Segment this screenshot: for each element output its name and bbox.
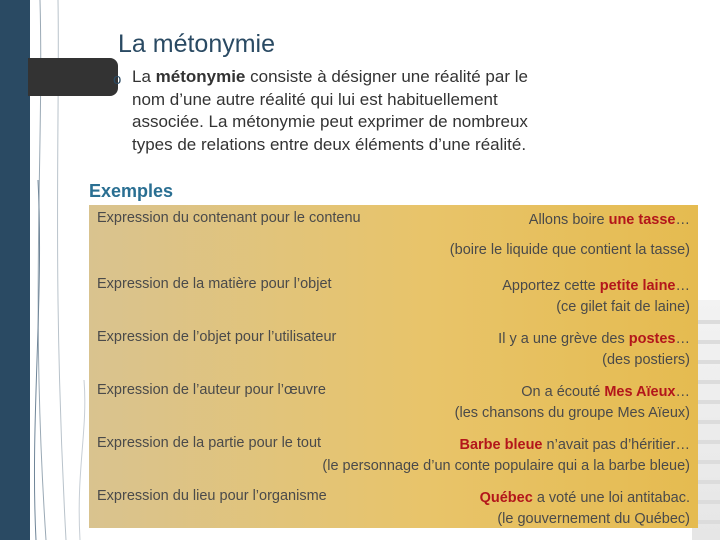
example-explanation: (boire le liquide que contient la tasse) bbox=[449, 242, 690, 258]
example-sentence bbox=[322, 435, 690, 456]
example-sentence bbox=[480, 488, 690, 509]
example-explanation: (ce gilet fait de laine) bbox=[556, 299, 690, 315]
slide-title: La métonymie bbox=[118, 30, 276, 58]
example-label: Expression de l’objet pour l’utilisateur bbox=[97, 329, 337, 345]
example-label: Expression du lieu pour l’organisme bbox=[97, 488, 327, 504]
example-text bbox=[502, 276, 690, 318]
example-highlight: postes bbox=[628, 331, 676, 347]
example-sentence bbox=[455, 382, 690, 403]
example-sentence-end: n’avait pas d’héritier… bbox=[542, 437, 690, 453]
example-sentence-end: … bbox=[675, 212, 690, 228]
example-sentence bbox=[502, 276, 690, 297]
example-sentence-end: a voté une loi antitabac. bbox=[532, 490, 690, 506]
example-sentence-start: Il y a une grève des bbox=[498, 331, 629, 347]
example-sentence-end: … bbox=[675, 384, 690, 400]
example-text bbox=[455, 382, 690, 424]
example-explanation: (le gouvernement du Québec) bbox=[497, 511, 690, 527]
section-heading: Exemples bbox=[89, 181, 174, 201]
definition-prefix: La bbox=[132, 67, 156, 86]
example-label: Expression du contenant pour le contenu bbox=[97, 210, 361, 226]
example-label: Expression de l’auteur pour l’œuvre bbox=[97, 382, 326, 398]
example-sentence bbox=[498, 329, 690, 350]
example-sentence-start: Allons boire bbox=[528, 212, 609, 228]
definition-term: métonymie bbox=[155, 67, 246, 86]
bullet-tab bbox=[28, 58, 118, 96]
example-sentence-start: On a écouté bbox=[521, 384, 605, 400]
example-text bbox=[450, 210, 690, 261]
example-explanation: (le personnage d’un conte populaire qui a la barbe bleue) bbox=[322, 458, 690, 474]
example-highlight: une tasse bbox=[608, 212, 676, 228]
example-sentence-start: Apportez cette bbox=[502, 278, 600, 294]
example-text bbox=[498, 329, 690, 371]
example-highlight: petite laine bbox=[599, 278, 676, 294]
example-sentence-end: … bbox=[675, 278, 690, 294]
example-text bbox=[480, 488, 690, 530]
example-highlight: Québec bbox=[479, 490, 533, 506]
example-text bbox=[322, 435, 690, 477]
definition-paragraph bbox=[132, 66, 542, 156]
example-label: Expression de la matière pour l’objet bbox=[97, 276, 332, 292]
example-highlight: Mes Aïeux bbox=[604, 384, 676, 400]
example-highlight: Barbe bleue bbox=[459, 437, 543, 453]
definition-text: consiste à désigner une réalité par le nom d’une autre réalité qui lui est habituellement associée. La métonymie peut exprimer de nombreux types de relations entre deux éléments d’une réalité. bbox=[132, 67, 528, 154]
example-label: Expression de la partie pour le tout bbox=[97, 435, 322, 451]
bullet-marker: o bbox=[113, 71, 122, 88]
example-explanation: (les chansons du groupe Mes Aïeux) bbox=[454, 405, 690, 421]
example-sentence bbox=[450, 210, 690, 231]
examples-panel bbox=[89, 205, 698, 528]
example-sentence-end: … bbox=[675, 331, 690, 347]
example-explanation: (des postiers) bbox=[602, 352, 690, 368]
